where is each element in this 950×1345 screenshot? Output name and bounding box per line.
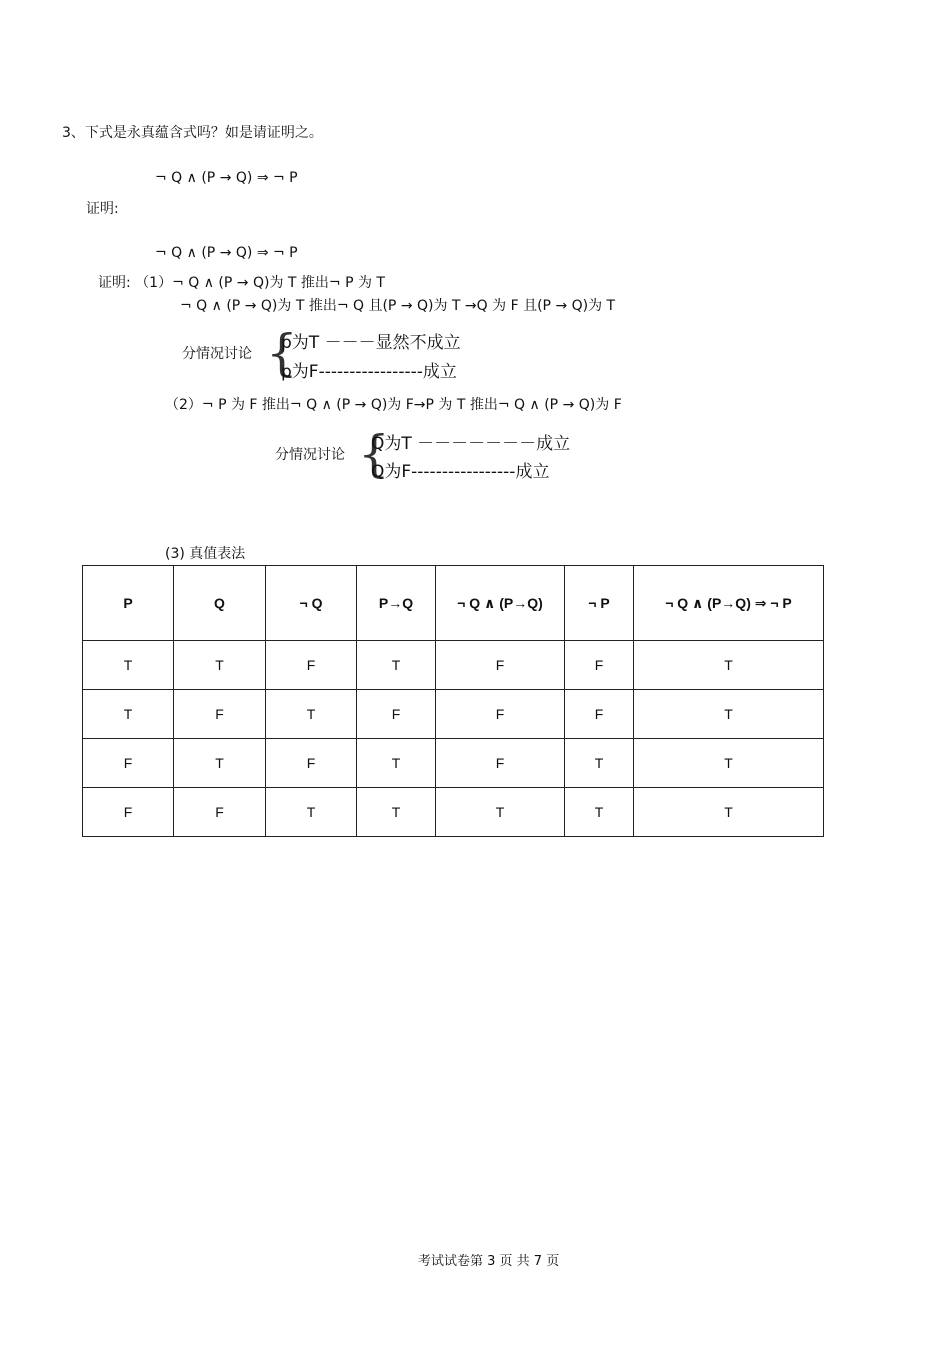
table-cell: F	[266, 641, 357, 690]
table-row	[83, 641, 824, 690]
proof-label: 证明:	[86, 201, 119, 217]
table-cell: T	[634, 690, 824, 739]
column-header: ¬ P	[565, 566, 634, 641]
column-header: ¬ Q ∧ (P→Q) ⇒ ¬ P	[634, 566, 824, 641]
table-cell: T	[174, 641, 266, 690]
table-cell: T	[357, 788, 436, 837]
case-a-line-2: p为F-----------------成立	[281, 362, 457, 382]
table-cell: F	[436, 690, 565, 739]
left-brace-icon: {	[266, 324, 298, 382]
table-cell: T	[634, 739, 824, 788]
table-cell: T	[266, 690, 357, 739]
case-b-line-2: Q为F-----------------成立	[371, 462, 550, 482]
table-cell: T	[565, 739, 634, 788]
column-header: ¬ Q	[266, 566, 357, 641]
truth-table	[82, 565, 824, 837]
question-title: 3、下式是永真蕴含式吗？如是请证明之。	[62, 125, 323, 141]
formula-statement: ¬ Q ∧ (P → Q) ⇒ ¬ P	[155, 170, 298, 186]
column-header: P→Q	[357, 566, 436, 641]
table-cell: T	[357, 739, 436, 788]
case-discussion-label-a: 分情况讨论	[182, 346, 252, 362]
table-cell: F	[83, 788, 174, 837]
table-cell: T	[357, 641, 436, 690]
case-discussion-label-b: 分情况讨论	[275, 447, 345, 463]
table-row	[83, 739, 824, 788]
table-cell: T	[266, 788, 357, 837]
method-3-label: (3) 真值表法	[165, 546, 246, 562]
proof-step-1: 证明: （1）¬ Q ∧ (P → Q)为 T 推出¬ P 为 T	[98, 275, 385, 291]
case-a-line-1: p为T －－－显然不成立	[281, 333, 461, 353]
case-b-line-1: Q为T －－－－－－－成立	[371, 434, 571, 454]
table-cell: T	[436, 788, 565, 837]
formula-restated: ¬ Q ∧ (P → Q) ⇒ ¬ P	[155, 245, 298, 261]
table-cell: T	[565, 788, 634, 837]
page-footer: 考试试卷第 3 页 共 7 页	[418, 1254, 560, 1269]
table-row	[83, 690, 824, 739]
table-header-row	[83, 566, 824, 641]
table-cell: F	[83, 739, 174, 788]
column-header: P	[83, 566, 174, 641]
table-cell: F	[565, 641, 634, 690]
table-cell: T	[634, 641, 824, 690]
table-row	[83, 788, 824, 837]
table-cell: T	[83, 690, 174, 739]
table-cell: F	[436, 641, 565, 690]
column-header: ¬ Q ∧ (P→Q)	[436, 566, 565, 641]
table-cell: T	[174, 739, 266, 788]
table-cell: F	[565, 690, 634, 739]
table-cell: F	[266, 739, 357, 788]
table-cell: F	[357, 690, 436, 739]
table-cell: F	[174, 788, 266, 837]
left-brace-icon: {	[358, 425, 390, 483]
proof-step-2: （2）¬ P 为 F 推出¬ Q ∧ (P → Q)为 F→P 为 T 推出¬ Q ∧ (P → Q)为 F	[165, 397, 622, 413]
table-cell: T	[83, 641, 174, 690]
column-header: Q	[174, 566, 266, 641]
table-cell: F	[436, 739, 565, 788]
table-cell: F	[174, 690, 266, 739]
proof-step-1-detail: ¬ Q ∧ (P → Q)为 T 推出¬ Q 且(P → Q)为 T →Q 为 F 且(P → Q)为 T	[180, 298, 616, 314]
table-cell: T	[634, 788, 824, 837]
